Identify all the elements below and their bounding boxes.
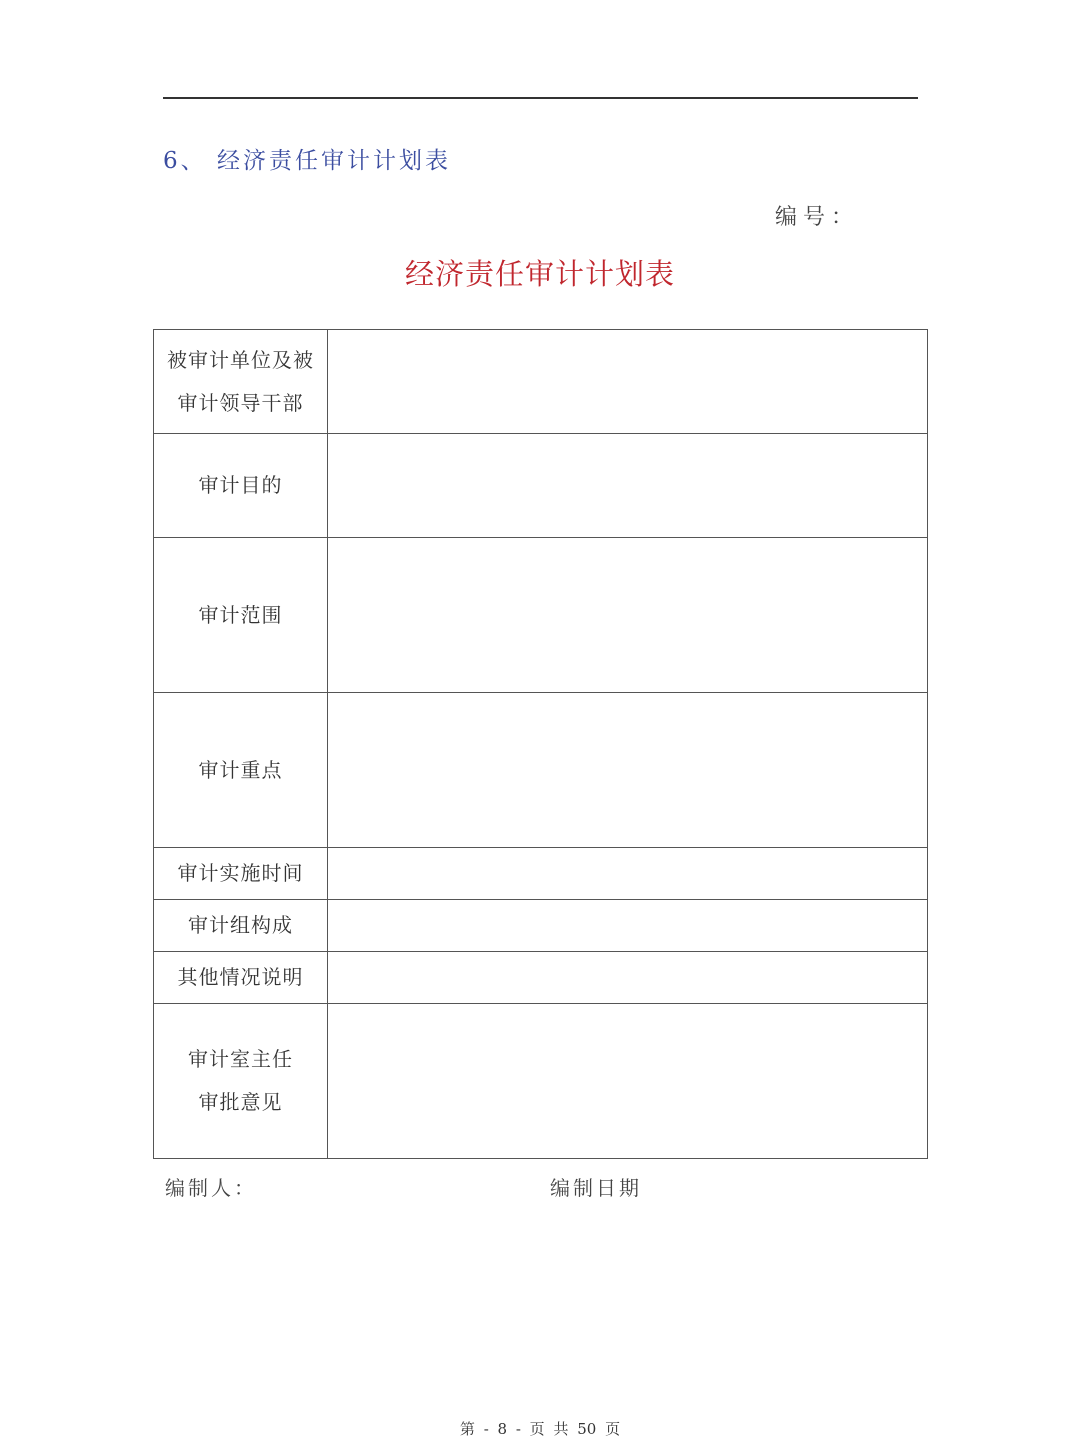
- audit-time-field[interactable]: [328, 848, 928, 900]
- row-label: 审计目的: [198, 473, 283, 497]
- row-label-cell: [154, 434, 328, 538]
- header-rule: [163, 97, 918, 99]
- other-notes-field[interactable]: [328, 952, 928, 1004]
- row-label: 审计范围: [198, 602, 283, 627]
- row-label: 审计实施时间: [177, 861, 304, 885]
- audit-purpose-field[interactable]: [328, 434, 928, 538]
- row-label-cell: [154, 848, 328, 900]
- row-label-cell: [154, 538, 328, 693]
- audit-focus-field[interactable]: [328, 693, 928, 848]
- table-row: [154, 693, 928, 848]
- table-row: [154, 952, 928, 1004]
- preparation-date-label: 编制日期: [550, 1176, 642, 1200]
- table-row: [154, 330, 928, 434]
- audited-unit-field[interactable]: [328, 330, 928, 434]
- audit-plan-table: [153, 329, 928, 1159]
- audit-team-field[interactable]: [328, 900, 928, 952]
- row-label: 其他情况说明: [177, 965, 304, 989]
- serial-number-label: 编号：: [775, 205, 860, 230]
- page-number-footer: 第 - 8 - 页 共 50 页: [459, 1420, 621, 1438]
- row-label-cell: [154, 952, 328, 1004]
- form-title: 经济责任审计计划表: [404, 257, 675, 291]
- audit-scope-field[interactable]: [328, 538, 928, 693]
- table-row: [154, 900, 928, 952]
- table-row: [154, 434, 928, 538]
- row-label-cell: [154, 693, 328, 848]
- preparer-label: 编制人：: [165, 1176, 257, 1200]
- table-row: [154, 848, 928, 900]
- row-label-cell: [154, 900, 328, 952]
- section-heading: 6、 经济责任审计计划表: [163, 148, 451, 174]
- row-label: 审计组构成: [188, 913, 293, 937]
- row-label-cell: [154, 330, 328, 434]
- table-row: [154, 538, 928, 693]
- row-label: 被审计单位及被审计领导干部: [167, 347, 314, 415]
- table-row: [154, 1004, 928, 1159]
- director-approval-field[interactable]: [328, 1004, 928, 1159]
- row-label: 审计重点: [198, 757, 283, 782]
- row-label: 审计室主任审批意见: [188, 1047, 293, 1114]
- row-label-cell: [154, 1004, 328, 1159]
